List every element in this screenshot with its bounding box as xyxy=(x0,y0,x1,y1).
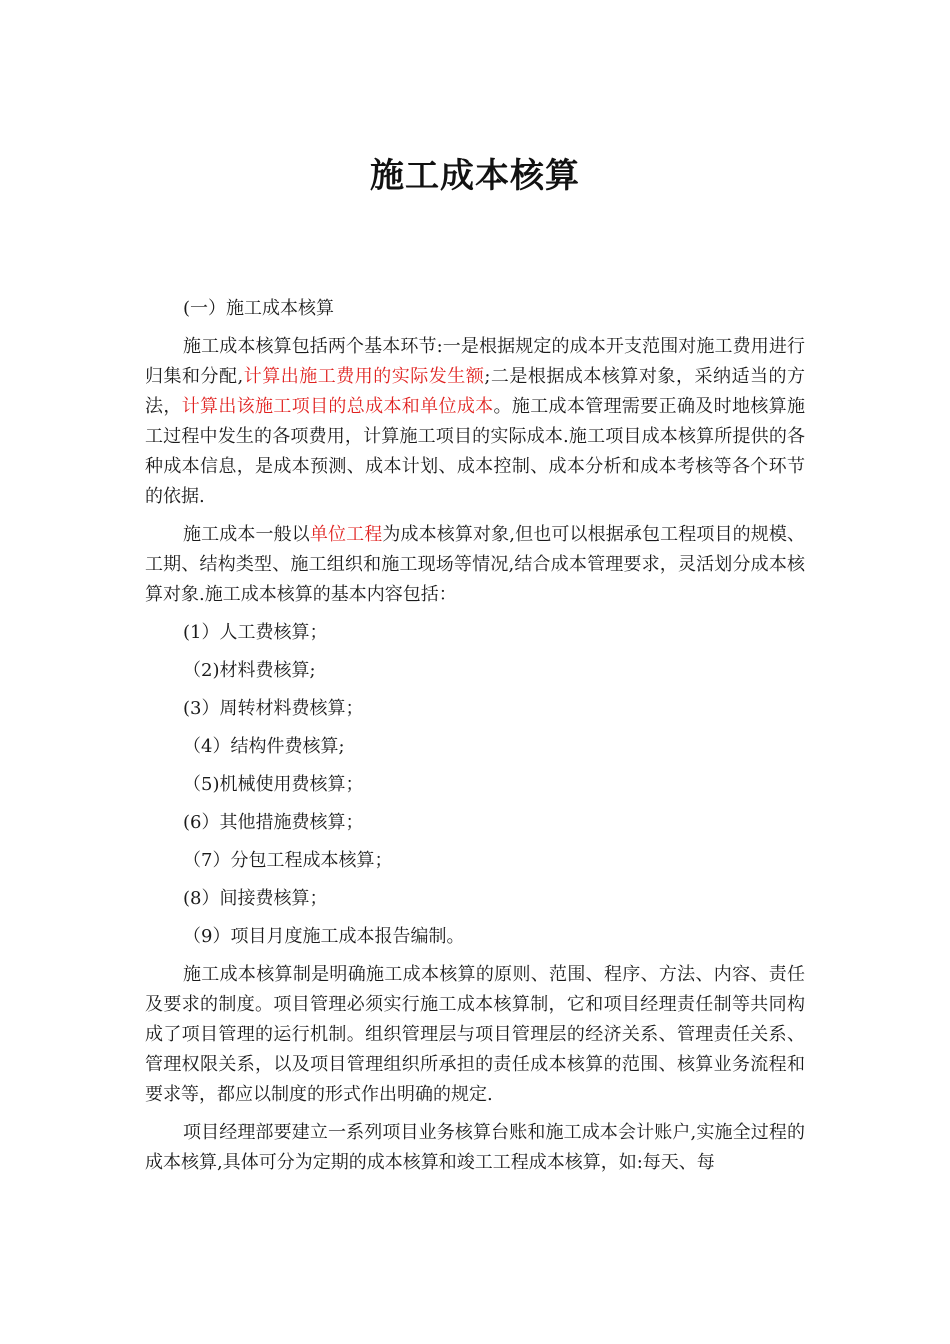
list-item: (8）间接费核算； xyxy=(183,888,328,909)
list-item: (1）人工费核算； xyxy=(183,622,328,643)
list-item: （2)材料费核算; xyxy=(183,660,316,681)
paragraph-4: 项目经理部要建立一系列项目业务核算台账和施工成本会计账户,实施全过程的成本核算,具体可分为定期的成本核算和竣工工程成本核算，如:每天、每 xyxy=(145,1122,805,1173)
highlight-total-cost: 计算出该施工项目的总成本和单位成本 xyxy=(181,396,494,417)
paragraph-2-text-a: 施工成本一般以 xyxy=(183,524,310,545)
document-body xyxy=(145,294,805,1186)
highlight-unit-project: 单位工程 xyxy=(309,524,383,545)
list-item: （7）分包工程成本核算； xyxy=(183,850,393,871)
paragraph-1-text-b: ;二是根据成本核算对象，采纳适当的方法， xyxy=(145,366,805,417)
list-item: （4）结构件费核算; xyxy=(183,736,345,757)
paragraph-1-text-a: 施工成本核算包括两个基本环节:一是根据规定的成本开支范围对施工费用进行归集和分配, xyxy=(145,336,805,387)
list-item: (3）周转材料费核算； xyxy=(183,698,364,719)
list-item: （5)机械使用费核算； xyxy=(183,774,364,795)
paragraph-1 xyxy=(145,332,805,512)
highlight-actual-cost: 计算出施工费用的实际发生额 xyxy=(243,366,485,387)
paragraph-2 xyxy=(145,520,805,610)
list-item: （9）项目月度施工成本报告编制。 xyxy=(183,926,465,947)
document-title: 施工成本核算 xyxy=(370,156,580,196)
list-item: (6）其他措施费核算； xyxy=(183,812,364,833)
paragraph-2-text-b: 为成本核算对象,但也可以根据承包工程项目的规模、工期、结构类型、施工组织和施工现场等情况,结合成本管理要求，灵活划分成本核算对象.施工成本核算的基本内容包括： xyxy=(145,524,806,605)
section-heading: (一）施工成本核算 xyxy=(183,298,335,319)
paragraph-1-text-c: 。施工成本管理需要正确及时地核算施工过程中发生的各项费用，计算施工项目的实际成本.施工项目成本核算所提供的各种成本信息，是成本预测、成本计划、成本控制、成本分析和成本考核等各个环节的依据. xyxy=(145,396,805,507)
paragraph-3: 施工成本核算制是明确施工成本核算的原则、范围、程序、方法、内容、责任及要求的制度。项目管理必须实行施工成本核算制，它和项目经理责任制等共同构成了项目管理的运行机制。组织管理层与项目管理层的经济关系、管理责任关系、管理权限关系，以及项目管理组织所承担的责任成本核算的范围、核算业务流程和要求等，都应以制度的形式作出明确的规定. xyxy=(145,964,805,1105)
